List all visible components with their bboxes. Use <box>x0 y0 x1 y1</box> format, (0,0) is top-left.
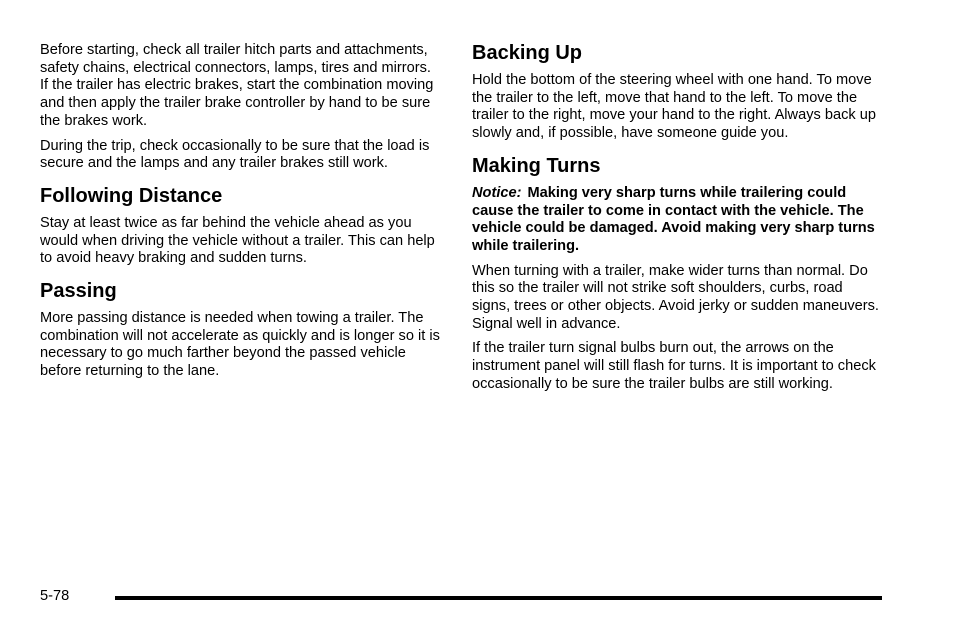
making-turns-heading: Making Turns <box>472 154 601 177</box>
following-distance-body: Stay at least twice as far behind the vehicle ahead as you would when driving the vehicle without a trailer. This can help to avoid heavy braking and sudden turns. <box>40 214 435 267</box>
page-number: 5-78 <box>40 588 70 604</box>
making-turns-paragraph-1: When turning with a trailer, make wider turns than normal. Do this so the trailer will not strike soft shoulders, curbs, road signs, trees or other objects. Avoid jerky or sudden maneuvers. Signal well in advance. <box>472 262 879 332</box>
notice-label: Notice: <box>472 184 522 201</box>
backing-up-heading: Backing Up <box>472 42 583 64</box>
intro-paragraph-1: Before starting, check all trailer hitch parts and attachments, safety chains, electrical connectors, lamps, tires and mirrors. If the trailer has electric brakes, start the combination moving and then apply the trailer brake controller by hand to be sure the brakes work. <box>40 42 434 129</box>
passing-body: More passing distance is needed when towing a trailer. The combination will not accelerate as quickly and is longer so it is necessary to go much farther beyond the passed vehicle before returning to the lane. <box>40 310 440 380</box>
notice-text: Making very sharp turns while trailering could cause the trailer to come in contact with the vehicle. The vehicle could be damaged. Avoid making very sharp turns while trailering. <box>472 184 875 254</box>
left-column <box>40 42 440 388</box>
backing-up-body: Hold the bottom of the steering wheel with one hand. To move the trailer to the left, move that hand to the left. To move the trailer to the right, move your hand to the right. Always back up slowly and, if possible, have someone guide you. <box>472 72 876 142</box>
footer-rule <box>115 596 882 600</box>
following-distance-heading: Following Distance <box>40 184 223 207</box>
making-turns-paragraph-2: If the trailer turn signal bulbs burn out, the arrows on the instrument panel will still flash for turns. It is important to check occasionally to be sure the trailer bulbs are still working. <box>472 340 876 392</box>
passing-heading: Passing <box>40 280 117 303</box>
intro-paragraph-2: During the trip, check occasionally to be sure that the load is secure and the lamps and any trailer brakes still work. <box>40 137 430 172</box>
notice-block <box>472 185 882 256</box>
right-column <box>472 42 882 401</box>
